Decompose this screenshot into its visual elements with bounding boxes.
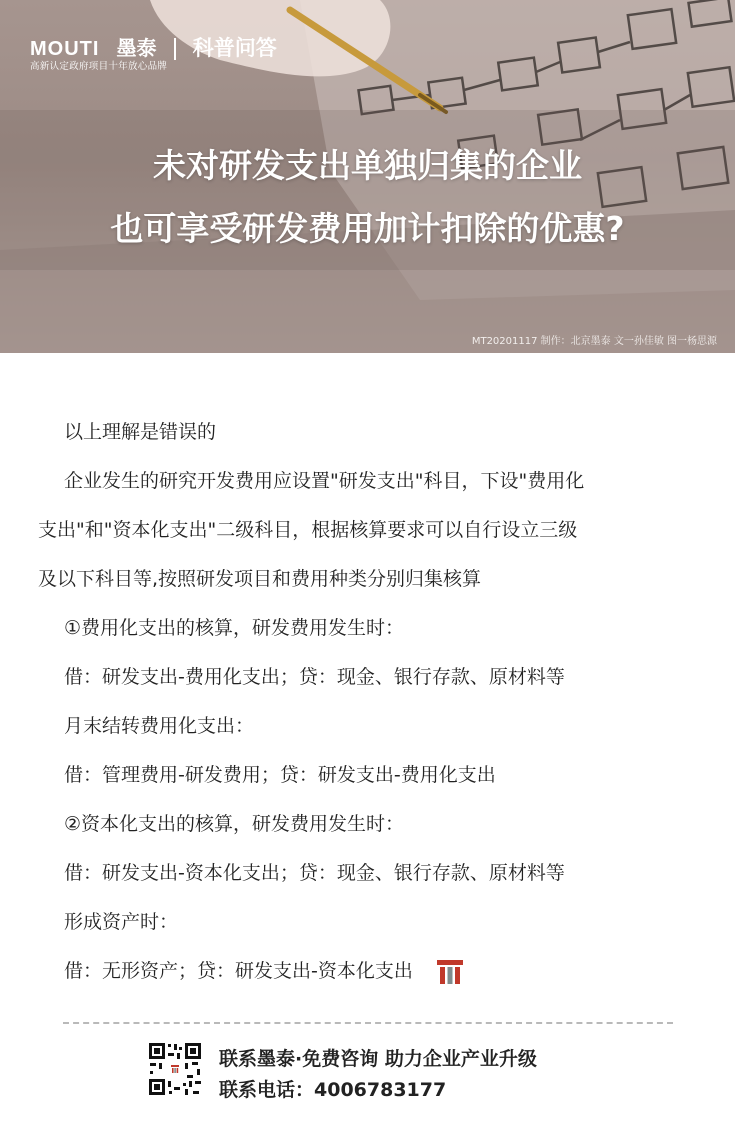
hero-banner <box>0 0 735 353</box>
headline-line-1: 未对研发支出单独归集的企业 <box>153 146 582 185</box>
brand-divider <box>174 38 176 60</box>
asset-entry-row <box>64 947 704 996</box>
brand-logo: MOUTI <box>30 38 100 60</box>
explanation-line-1: 企业发生的研究开发费用应设置"研发支出"科目，下设"费用化 <box>64 470 585 492</box>
paragraph-conclusion: 以上理解是错误的 <box>64 421 217 443</box>
explanation-line-2: 支出"和"资本化支出"二级科目，根据核算要求可以自行设立三级 <box>38 519 578 541</box>
month-end-heading: 月末结转费用化支出： <box>64 715 255 737</box>
qr-code-icon[interactable] <box>147 1041 203 1097</box>
brand-tagline: 高新认定政府项目十年放心品牌 <box>30 61 168 72</box>
expense-heading: ①费用化支出的核算，研发费用发生时： <box>64 617 405 639</box>
footer-phone-row <box>219 1075 446 1102</box>
explanation-line-3: 及以下科目等,按照研发项目和费用种类分别归集核算 <box>38 568 482 590</box>
headline-line-2: 也可享受研发费用加计扣除的优惠? <box>110 209 625 248</box>
phone-label: 联系电话： <box>219 1079 315 1101</box>
asset-heading: 形成资产时： <box>64 911 179 933</box>
phone-number[interactable]: 4006783177 <box>314 1079 447 1101</box>
footer-slogan: 联系墨泰·免费咨询 助力企业产业升级 <box>219 1048 537 1070</box>
article-body <box>38 408 704 996</box>
mouti-mark-icon <box>437 960 463 984</box>
asset-entry: 借：无形资产；贷：研发支出-资本化支出 <box>64 960 413 982</box>
section-title: 科普问答 <box>192 36 277 60</box>
capital-heading: ②资本化支出的核算，研发费用发生时： <box>64 813 405 835</box>
capital-entry: 借：研发支出-资本化支出；贷：现金、银行存款、原材料等 <box>64 862 565 884</box>
expense-entry: 借：研发支出-费用化支出；贷：现金、银行存款、原材料等 <box>64 666 565 688</box>
footer-divider <box>63 1022 673 1024</box>
paragraph-explanation <box>38 457 704 604</box>
brand-chinese-name: 墨泰 <box>116 36 157 60</box>
month-end-entry: 借：管理费用-研发费用；贷：研发支出-费用化支出 <box>64 764 496 786</box>
production-credit: MT20201117 制作：北京墨泰 文一孙佳敏 图一杨思源 <box>471 336 717 347</box>
